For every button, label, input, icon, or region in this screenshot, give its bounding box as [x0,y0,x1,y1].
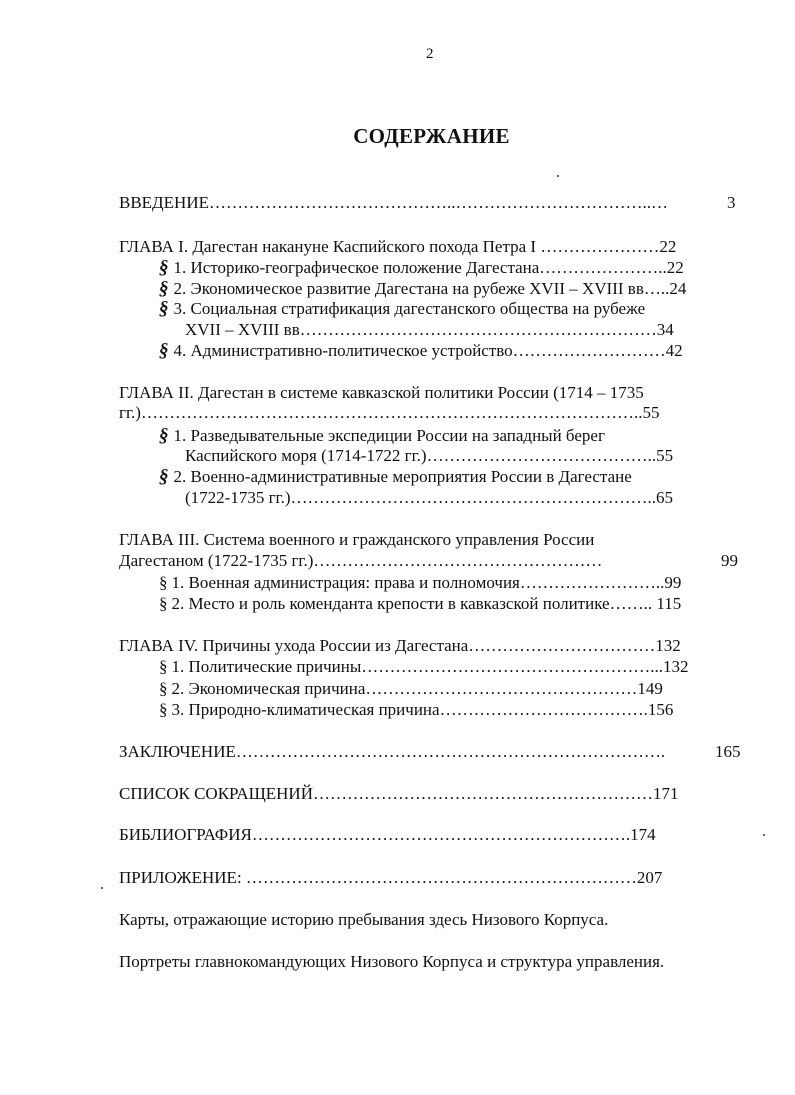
toc-ch1-sec1: § 1. Историко-географическое положение Дагестана…………………..22 [159,257,684,278]
appendix-note-maps: Карты, отражающие историю пребывания здесь Низового Корпуса. [119,910,609,929]
toc-ch3-sec1: § 1. Военная администрация: права и полномочия……………………..99 [159,573,682,592]
toc-chapter-3-page: 99 [721,551,738,570]
toc-chapter-2: ГЛАВА II. Дагестан в системе кавказской политики России (1714 – 1735 [119,383,644,402]
section-sign-icon: § [159,257,169,278]
toc-chapter-3-cont: Дагестаном (1722-1735 гг.)…………………………………………… [119,551,603,570]
section-sign-icon: § [159,573,168,592]
page-title: СОДЕРЖАНИЕ [353,124,510,148]
section-sign-icon: § [159,700,168,719]
section-sign-icon: § [159,340,169,361]
toc-ch1-sec3-cont: XVII – XVIII вв………………………………………………………34 [185,320,674,339]
toc-ch4-sec3: § 3. Природно-климатическая причина……………………………….156 [159,700,674,719]
toc-conclusion-page: 165 [715,742,741,761]
toc-ch1-sec4: § 4. Административно-политическое устройство………………………42 [159,340,683,361]
toc-ch1-sec3: § 3. Социальная стратификация дагестанского общества на рубеже [159,298,646,319]
toc-chapter-1: ГЛАВА I. Дагестан накануне Каспийского похода Петра I …………………22 [119,237,677,256]
page-number: 2 [426,46,434,62]
toc-ch2-sec2: § 2. Военно-административные мероприятия России в Дагестане [159,466,632,487]
section-sign-icon: § [159,425,169,446]
toc-ch4-sec1: § 1. Политические причины……………………………………………...132 [159,657,689,676]
toc-bibliography: БИБЛИОГРАФИЯ………………………………………………………….174 [119,825,656,844]
toc-conclusion: ЗАКЛЮЧЕНИЕ…………………………………………………………………. [119,742,666,761]
toc-ch2-sec2-cont: (1722-1735 гг.)………………………………………………………..65 [185,488,674,507]
toc-appendix: ПРИЛОЖЕНИЕ: ……………………………………………………………207 [119,868,663,887]
scan-speck [101,887,103,889]
toc-ch2-sec1: § 1. Разведывательные экспедиции России на западный берег [159,425,605,446]
section-sign-icon: § [159,278,169,299]
toc-chapter-3: ГЛАВА III. Система военного и гражданского управления России [119,530,595,549]
toc-intro: ВВЕДЕНИЕ……………………………………..……………………………..… [119,193,668,212]
toc-ch3-sec2: § 2. Место и роль коменданта крепости в кавказской политике…….. 115 [159,594,682,613]
scan-speck [557,175,559,177]
toc-intro-page: 3 [727,193,736,212]
toc-abbreviations: СПИСОК СОКРАЩЕНИЙ……………………………………………………171 [119,784,679,803]
scan-speck [763,834,765,836]
section-sign-icon: § [159,657,168,676]
toc-chapter-2-cont: гг.)……………………………………………………………………………..55 [119,403,660,422]
toc-ch1-sec2: § 2. Экономическое развитие Дагестана на рубеже XVII – XVIII вв…..24 [159,278,687,299]
toc-chapter-4: ГЛАВА IV. Причины ухода России из Дагестана……………………………132 [119,636,681,655]
section-sign-icon: § [159,679,168,698]
appendix-note-portraits: Портреты главнокомандующих Низового Корпуса и структура управления. [119,952,665,971]
section-sign-icon: § [159,466,169,487]
toc-ch4-sec2: § 2. Экономическая причина…………………………………………149 [159,679,663,698]
section-sign-icon: § [159,594,168,613]
toc-ch2-sec1-cont: Каспийского моря (1714-1722 гг.)…………………………………..55 [185,446,674,465]
section-sign-icon: § [159,298,169,319]
